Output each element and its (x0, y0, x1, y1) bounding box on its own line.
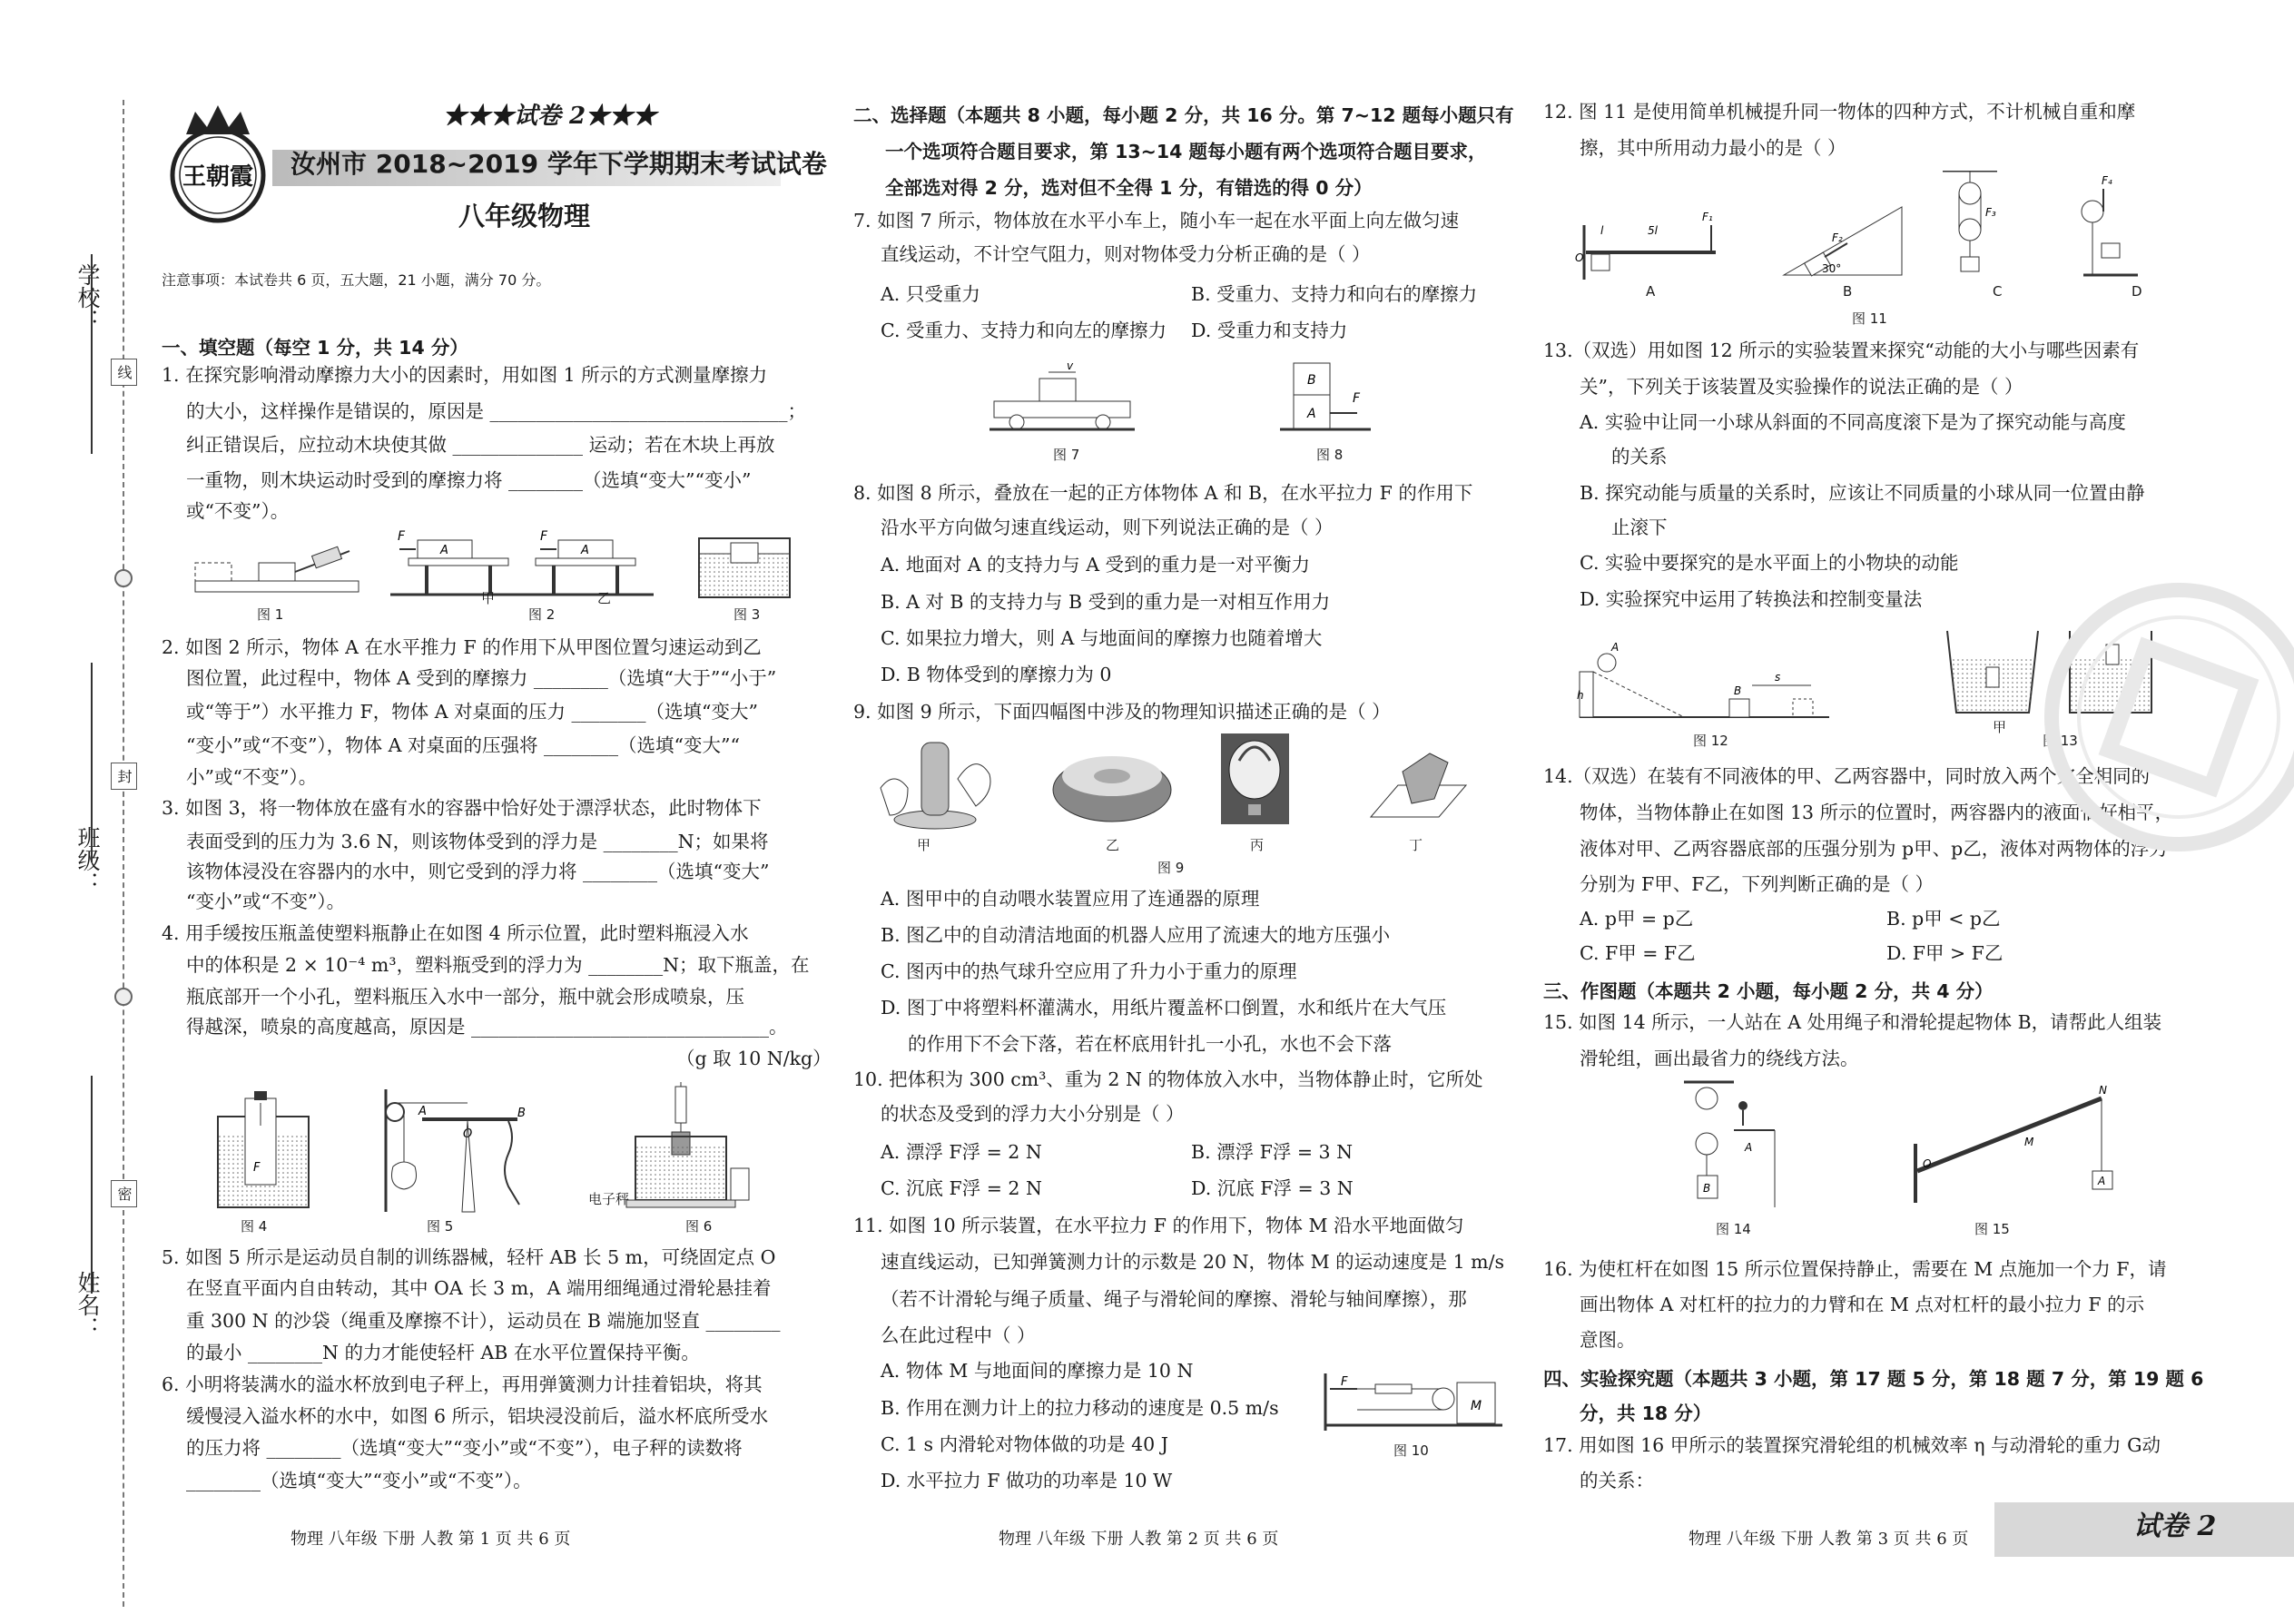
q11-line: 么在此过程中（ ） (881, 1324, 1036, 1346)
svg-text:F: F (1341, 1375, 1348, 1389)
binding-mark-xian: 线 (111, 359, 137, 386)
figure-2 (390, 522, 654, 613)
logo-emblem (163, 98, 272, 234)
q12-line: 12. 图 11 是使用简单机械提升同一物体的四种方式，不计机械自重和摩 (1543, 101, 2136, 123)
fig2-label-yi: 乙 (597, 590, 612, 606)
q1-line: 的大小，这样操作是错误的，原因是 ________________________________； (186, 400, 807, 422)
svg-text:A: A (1307, 407, 1316, 421)
q8-option-b[interactable]: B. A 对 B 的支持力与 B 受到的重力是一对相互作用力 (881, 591, 1331, 613)
figure-9-jia (871, 733, 994, 833)
name-blank-line[interactable] (91, 1076, 93, 1294)
q10-option-d[interactable]: D. 沉底 F浮 = 3 N (1191, 1177, 1354, 1199)
svg-text:M: M (1471, 1399, 1482, 1413)
svg-text:F: F (540, 529, 548, 544)
q8-option-c[interactable]: C. 如果拉力增大，则 A 与地面间的摩擦力也随着增大 (881, 627, 1323, 649)
figure-12 (1575, 640, 1829, 722)
figure-10 (1321, 1369, 1502, 1432)
q17-line: 的关系： (1580, 1470, 1654, 1491)
figure-9-ding (1362, 740, 1471, 822)
svg-text:A: A (2098, 1175, 2106, 1187)
q9-line: 9. 如图 9 所示，下面四幅图中涉及的物理知识描述正确的是（ ） (853, 701, 1391, 723)
q4-line: 得越深，喷泉的高度越高，原因是 ________________________________。 (186, 1016, 788, 1038)
q13-option-d[interactable]: D. 实验探究中运用了转换法和控制变量法 (1580, 588, 1923, 610)
section-4-title-line: 四、实验探究题（本题共 3 小题，第 17 题 5 分，第 18 题 7 分，第 19 题 6 (1543, 1368, 2204, 1390)
q16-line: 16. 为使杠杆在如图 15 所示位置保持静止，需要在 M 点施加一个力 F，请 (1543, 1258, 2167, 1280)
figure-4 (213, 1089, 313, 1212)
fig6-caption: 图 6 (685, 1218, 713, 1235)
notice: 注意事项：本试卷共 6 页，五大题，21 小题，满分 70 分。 (162, 271, 551, 289)
q14-line: 14.（双选）在装有不同液体的甲、乙两容器中，同时放入两个完全相同的 (1543, 765, 2151, 787)
q13-line: 13.（双选）用如图 12 所示的实验装置来探究“动能的大小与哪些因素有 (1543, 340, 2140, 361)
fig3-caption: 图 3 (733, 606, 761, 623)
q10-option-b[interactable]: B. 漂浮 F浮 = 3 N (1191, 1141, 1354, 1163)
svg-text:A: A (440, 544, 448, 557)
q10-line: 的状态及受到的浮力大小分别是（ ） (881, 1103, 1185, 1125)
svg-text:A: A (1611, 641, 1620, 654)
q15-line: 15. 如图 14 所示，一人站在 A 处用绳子和滑轮提起物体 B，请帮此人组装 (1543, 1011, 2162, 1033)
q4-line: 4. 用手缓按压瓶盖使塑料瓶静止在如图 4 所示位置，此时塑料瓶浸入水 (162, 922, 749, 944)
svg-text:B: B (1703, 1182, 1711, 1195)
svg-text:N: N (2099, 1084, 2107, 1097)
q10-option-c[interactable]: C. 沉底 F浮 = 2 N (881, 1177, 1042, 1199)
fig11-label-d: D (2132, 283, 2142, 300)
q9-option-a[interactable]: A. 图甲中的自动喂水装置应用了连通器的原理 (881, 888, 1260, 910)
svg-text:A: A (1745, 1141, 1753, 1154)
section-2-title-line: 二、选择题（本题共 8 小题，每小题 2 分，共 16 分。第 7~12 题每小题只有 (853, 104, 1514, 126)
q16-line: 意图。 (1580, 1329, 1636, 1351)
section-1-title: 一、填空题（每空 1 分，共 14 分） (162, 337, 468, 359)
class-blank-line[interactable] (91, 663, 93, 862)
svg-text:v: v (1067, 359, 1074, 372)
svg-text:F: F (253, 1161, 261, 1175)
fig11-label-a: A (1646, 283, 1656, 300)
page-3-footer: 物理 八年级 下册 人教 第 3 页 共 6 页 (1689, 1530, 1969, 1549)
q5-line: 重 300 N 的沙袋（绳重及摩擦不计），运动员在 B 端施加竖直 ________ (186, 1310, 781, 1332)
fig4-caption: 图 4 (241, 1218, 268, 1235)
electronic-scale-label: 电子秤 (588, 1191, 630, 1207)
fig9-label-yi: 乙 (1106, 837, 1120, 853)
q7-option-d[interactable]: D. 受重力和支持力 (1191, 320, 1348, 341)
fig2-label-jia: 甲 (481, 590, 496, 606)
fig9-label-bing: 丙 (1250, 837, 1265, 853)
svg-text:30°: 30° (1822, 262, 1842, 275)
svg-text:F: F (1353, 391, 1361, 406)
q1-line: 纠正错误后，应拉动木块使其做 ______________ 运动；若在木块上再放 (186, 434, 775, 456)
paper-number: ★★★试卷 2★★★ (443, 103, 657, 130)
page-2-footer: 物理 八年级 下册 人教 第 2 页 共 6 页 (999, 1530, 1279, 1549)
q6-line: 缓慢浸入溢水杯的水中，如图 6 所示，铝块浸没前后，溢水杯底所受水 (186, 1405, 769, 1427)
fig8-caption: 图 8 (1316, 447, 1344, 463)
q13-option-a[interactable]: A. 实验中让同一小球从斜面的不同高度滚下是为了探究动能与高度 (1580, 411, 2126, 433)
q1-line: 或“不变”）。 (186, 500, 290, 522)
q6-line: 6. 小明将装满水的溢水杯放到电子秤上，再用弹簧测力计挂着铝块，将其 (162, 1373, 763, 1395)
q5-line: 在竖直平面内自由转动，其中 OA 长 3 m，A 端用细绳通过滑轮悬挂着 (186, 1277, 772, 1299)
fig11-label-b: B (1843, 283, 1853, 300)
q11-option-b[interactable]: B. 作用在测力计上的拉力移动的速度是 0.5 m/s (881, 1397, 1279, 1419)
svg-text:A: A (581, 544, 589, 557)
q13-option-b-cont: 止滚下 (1611, 517, 1668, 538)
q14-option-d[interactable]: D. F甲 > F乙 (1886, 942, 2004, 964)
svg-text:s: s (1775, 671, 1781, 684)
svg-text:F: F (398, 529, 406, 544)
name-label: 姓名： (74, 1271, 101, 1339)
school-label: 学校： (74, 263, 101, 331)
q11-option-c[interactable]: C. 1 s 内滑轮对物体做的功是 40 J (881, 1433, 1168, 1455)
q12-line: 擦，其中所用动力最小的是（ ） (1580, 137, 1846, 159)
q11-line: 速直线运动，已知弹簧测力计的示数是 20 N，物体 M 的运动速度是 1 m/s (881, 1251, 1505, 1273)
svg-text:M: M (2024, 1136, 2034, 1148)
figure-14 (1679, 1080, 1779, 1207)
figure-1 (186, 531, 368, 604)
fig14-caption: 图 14 (1716, 1221, 1751, 1237)
q2-line: 2. 如图 2 所示，物体 A 在水平推力 F 的作用下从甲图位置匀速运动到乙 (162, 636, 762, 658)
svg-text:F₂: F₂ (1832, 231, 1843, 244)
figure-3 (694, 534, 794, 602)
q5-line: 5. 如图 5 所示是运动员自制的训练器械，轻杆 AB 长 5 m，可绕固定点 O (162, 1246, 776, 1268)
svg-text:F₄: F₄ (2102, 174, 2112, 187)
page-1-footer: 物理 八年级 下册 人教 第 1 页 共 6 页 (290, 1530, 571, 1549)
figure-15 (1906, 1080, 2124, 1207)
figure-9-yi (1049, 740, 1176, 826)
q2-line: 图位置，此过程中，物体 A 受到的摩擦力 ________（选填“大于”“小于” (186, 667, 777, 689)
q6-line: ________（选填“变大”“变小”或“不变”）。 (186, 1470, 532, 1491)
q8-option-a[interactable]: A. 地面对 A 的支持力与 A 受到的重力是一对平衡力 (881, 554, 1311, 576)
fig9-label-jia: 甲 (917, 837, 931, 853)
binding-hole-1 (114, 569, 133, 587)
q10-option-a[interactable]: A. 漂浮 F浮 = 2 N (881, 1141, 1042, 1163)
q7-line: 7. 如图 7 所示，物体放在水平小车上，随小车一起在水平面上向左做匀速 (853, 210, 1460, 231)
q14-line: 分别为 F甲、F乙，下列判断正确的是（ ） (1580, 873, 1934, 895)
q13-option-c[interactable]: C. 实验中要探究的是水平面上的小物块的动能 (1580, 552, 1959, 574)
fig9-label-ding: 丁 (1409, 837, 1423, 853)
figure-7 (989, 359, 1135, 436)
binding-mark-mi: 密 (111, 1180, 137, 1207)
fig12-caption: 图 12 (1693, 733, 1728, 749)
q2-line: 或“等于”）水平推力 F，物体 A 对桌面的压力 ________（选填“变大” (186, 701, 759, 723)
q9-option-d-cont: 的作用下不会下落，若在杯底用针扎一小孔，水也不会下落 (908, 1033, 1392, 1055)
q2-line: 小”或“不变”）。 (186, 766, 318, 788)
q4-line: 瓶底部开一个小孔，塑料瓶压入水中一部分，瓶中就会形成喷泉，压 (186, 986, 744, 1008)
logo-text: 王朝霞 (182, 163, 254, 191)
q9-option-d[interactable]: D. 图丁中将塑料杯灌满水，用纸片覆盖杯口倒置，水和纸片在大气压 (881, 997, 1447, 1019)
svg-text:F₃: F₃ (1985, 206, 1996, 219)
svg-text:B: B (517, 1107, 526, 1120)
q6-line: 的压力将 ________（选填“变大”“变小”或“不变”），电子秤的读数将 (186, 1437, 743, 1459)
fig2-caption: 图 2 (528, 606, 556, 623)
q14-line: 物体，当物体静止在如图 13 所示的位置时，两容器内的液面恰好相平， (1580, 802, 2174, 823)
figure-9-bing (1221, 733, 1289, 824)
school-blank-line[interactable] (91, 254, 93, 454)
watermark-stamp (2043, 581, 2294, 853)
svg-text:O: O (1923, 1157, 1932, 1170)
q16-line: 画出物体 A 对杠杆的拉力的力臂和在 M 点对杠杆的最小拉力 F 的示 (1580, 1294, 2145, 1315)
binding-mark-feng: 封 (111, 763, 137, 790)
binding-dash-line (123, 100, 124, 1607)
subject-title: 八年级物理 (458, 201, 591, 231)
q7-option-c[interactable]: C. 受重力、支持力和向左的摩擦力 (881, 320, 1167, 341)
q7-option-b[interactable]: B. 受重力、支持力和向右的摩擦力 (1191, 283, 1478, 305)
figure-8 (1280, 359, 1371, 436)
q4-line: 中的体积是 2 × 10⁻⁴ m³，塑料瓶受到的浮力为 ________N；取下瓶盖，在 (186, 954, 810, 976)
q13-option-a-cont: 的关系 (1611, 446, 1668, 468)
binding-hole-2 (114, 988, 133, 1006)
q14-line: 液体对甲、乙两容器底部的压强分别为 p甲、p乙，液体对两物体的浮力 (1580, 838, 2168, 860)
svg-text:B: B (1307, 373, 1316, 388)
fig10-caption: 图 10 (1393, 1442, 1429, 1459)
fig13-label-yi: 乙 (2111, 719, 2125, 735)
exam-title: 汝州市 2018~2019 学年下学期期末考试试卷 (290, 149, 827, 179)
q9-option-c[interactable]: C. 图丙中的热气球升空应用了升力小于重力的原理 (881, 960, 1297, 982)
fig5-caption: 图 5 (427, 1218, 454, 1235)
fig13-caption: 图 13 (2043, 733, 2078, 749)
q1-line: 一重物，则木块运动时受到的摩擦力将 ________（选填“变大”“变小” (186, 469, 752, 491)
fig11-caption: 图 11 (1852, 310, 1887, 327)
binding-margin (0, 0, 154, 1624)
q4-g-note: （g 取 10 N/kg） (676, 1048, 832, 1069)
q13-line: 关”，下列关于该装置及实验操作的说法正确的是（ ） (1580, 376, 2023, 398)
svg-text:l: l (1600, 224, 1604, 237)
q7-option-a[interactable]: A. 只受重力 (881, 283, 980, 305)
q3-line: 表面受到的压力为 3.6 N，则该物体受到的浮力是 ________N；如果将 (186, 831, 769, 852)
figure-11 (1575, 171, 2220, 280)
q11-option-a[interactable]: A. 物体 M 与地面间的摩擦力是 10 N (881, 1360, 1194, 1382)
q14-option-a[interactable]: A. p甲 = p乙 (1580, 908, 1694, 930)
q14-option-c[interactable]: C. F甲 = F乙 (1580, 942, 1696, 964)
svg-text:h: h (1577, 689, 1584, 702)
fig1-caption: 图 1 (257, 606, 284, 623)
section-2-title-line: 一个选项符合题目要求，第 13~14 题每小题有两个选项符合题目要求， (885, 141, 1487, 162)
q15-line: 滑轮组，画出最省力的绕线方法。 (1580, 1048, 1859, 1069)
q9-option-b[interactable]: B. 图乙中的自动清洁地面的机器人应用了流速大的地方压强小 (881, 924, 1391, 946)
q13-option-b[interactable]: B. 探究动能与质量的关系时，应该让不同质量的小球从同一位置由静 (1580, 482, 2145, 504)
fig13-label-jia: 甲 (1993, 719, 2007, 735)
svg-text:5l: 5l (1648, 224, 1658, 237)
q8-line: 沿水平方向做匀速直线运动，则下列说法正确的是（ ） (881, 517, 1334, 538)
q3-line: “变小”或“不变”）。 (186, 891, 346, 912)
section-4-title-line: 分，共 18 分） (1580, 1403, 1712, 1424)
fig7-caption: 图 7 (1053, 447, 1080, 463)
q11-option-d[interactable]: D. 水平拉力 F 做功的功率是 10 W (881, 1470, 1173, 1491)
q14-option-b[interactable]: B. p甲 < p乙 (1886, 908, 2001, 930)
q7-line: 直线运动，不计空气阻力，则对物体受力分析正确的是（ ） (881, 243, 1371, 265)
q2-line: “变小”或“不变”），物体 A 对桌面的压强将 ________（选填“变大”“ (186, 734, 740, 756)
svg-text:O: O (1575, 251, 1584, 264)
q3-line: 该物体浸没在容器内的水中，则它受到的浮力将 ________（选填“变大” (186, 861, 770, 882)
q10-line: 10. 把体积为 300 cm³、重为 2 N 的物体放入水中，当物体静止时，它所处 (853, 1068, 1483, 1090)
section-2-title-line: 全部选对得 2 分，选对但不全得 1 分，有错选的得 0 分） (885, 177, 1373, 199)
q11-line: 11. 如图 10 所示装置，在水平拉力 F 的作用下，物体 M 沿水平地面做匀 (853, 1215, 1464, 1236)
q17-line: 17. 用如图 16 甲所示的装置探究滑轮组的机械效率 η 与动滑轮的重力 G动 (1543, 1434, 2161, 1456)
svg-text:A: A (418, 1105, 427, 1118)
section-3-title: 三、作图题（本题共 2 小题，每小题 2 分，共 4 分） (1543, 980, 1994, 1002)
q5-line: 的最小 ________N 的力才能使轻杆 AB 在水平位置保持平衡。 (186, 1342, 700, 1363)
fig11-label-c: C (1993, 283, 2003, 300)
q3-line: 3. 如图 3，将一物体放在盛有水的容器中恰好处于漂浮状态，此时物体下 (162, 797, 762, 819)
fig15-caption: 图 15 (1974, 1221, 2010, 1237)
q1-line: 1. 在探究影响滑动摩擦力大小的因素时，用如图 1 所示的方式测量摩擦力 (162, 364, 768, 386)
class-label: 班级： (74, 826, 101, 894)
fig9-caption: 图 9 (1157, 860, 1185, 876)
figure-5 (368, 1085, 527, 1216)
svg-text:B: B (1734, 684, 1742, 697)
svg-text:F₁: F₁ (1702, 211, 1713, 223)
q8-option-d[interactable]: D. B 物体受到的摩擦力为 0 (881, 664, 1112, 685)
svg-text:O: O (463, 1127, 473, 1141)
q8-line: 8. 如图 8 所示，叠放在一起的正方体物体 A 和 B，在水平拉力 F 的作用下 (853, 482, 1473, 504)
q11-line: （若不计滑轮与绳子质量、绳子与滑轮间的摩擦、滑轮与轴间摩擦），那 (881, 1288, 1467, 1310)
paper-tab-label: 试卷 2 (2133, 1511, 2217, 1542)
